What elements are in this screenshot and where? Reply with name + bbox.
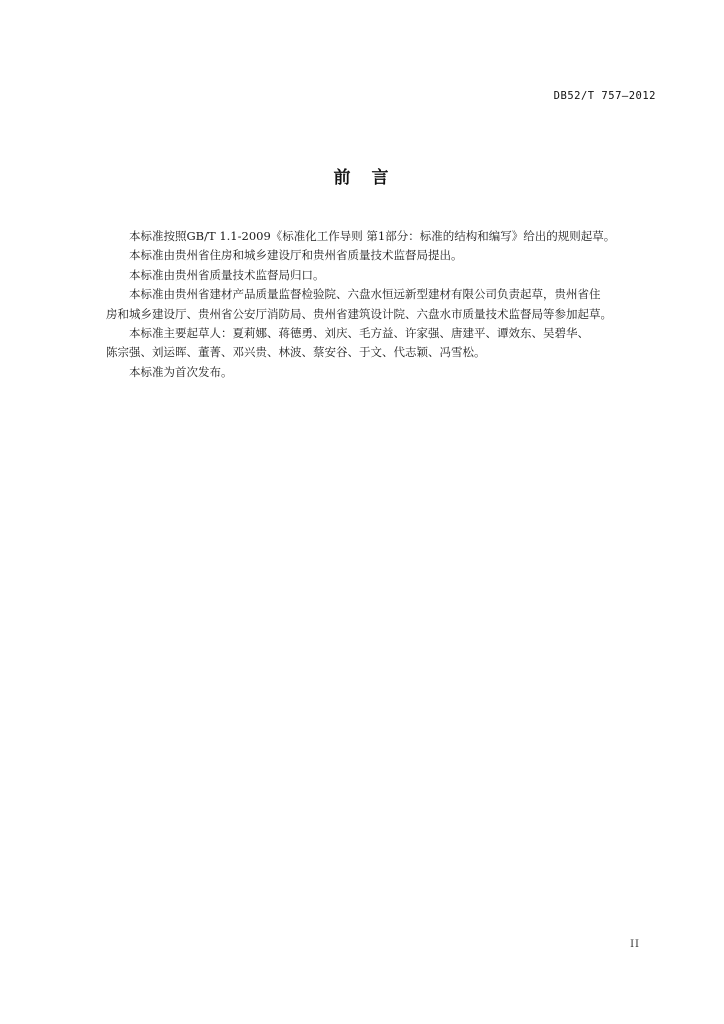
paragraph-drafting-units [106, 285, 662, 324]
paragraph-line: 陈宗强、刘运晖、董菁、邓兴贵、林波、蔡安谷、于文、代志颖、冯雪松。 [106, 345, 486, 360]
page-title: 前 言 [333, 168, 391, 188]
paragraph-drafters [106, 324, 662, 363]
page-number: II [630, 939, 640, 950]
paragraph-responsible-unit: 本标准由贵州省质量技术监督局归口。 [129, 267, 325, 282]
paragraph-proposer: 本标准由贵州省住房和城乡建设厅和贵州省质量技术监督局提出。 [129, 248, 463, 263]
foreword-body [106, 227, 662, 382]
paragraph-first-release: 本标准为首次发布。 [129, 364, 233, 379]
standard-code: DB52/T 757—2012 [553, 90, 656, 102]
paragraph-line: 本标准主要起草人：夏莉娜、蒋德勇、刘庆、毛方益、许家强、唐建平、谭效东、吴碧华、 [129, 326, 589, 341]
paragraph-line: 房和城乡建设厅、贵州省公安厅消防局、贵州省建筑设计院、六盘水市质量技术监督局等参加起草。 [106, 306, 612, 321]
paragraph-line: 本标准由贵州省建材产品质量监督检验院、六盘水恒远新型建材有限公司负责起草，贵州省住 [129, 287, 601, 302]
paragraph-drafting-rules: 本标准按照GB/T 1.1-2009《标准化工作导则 第1部分：标准的结构和编写》给出的规则起草。 [129, 229, 616, 243]
